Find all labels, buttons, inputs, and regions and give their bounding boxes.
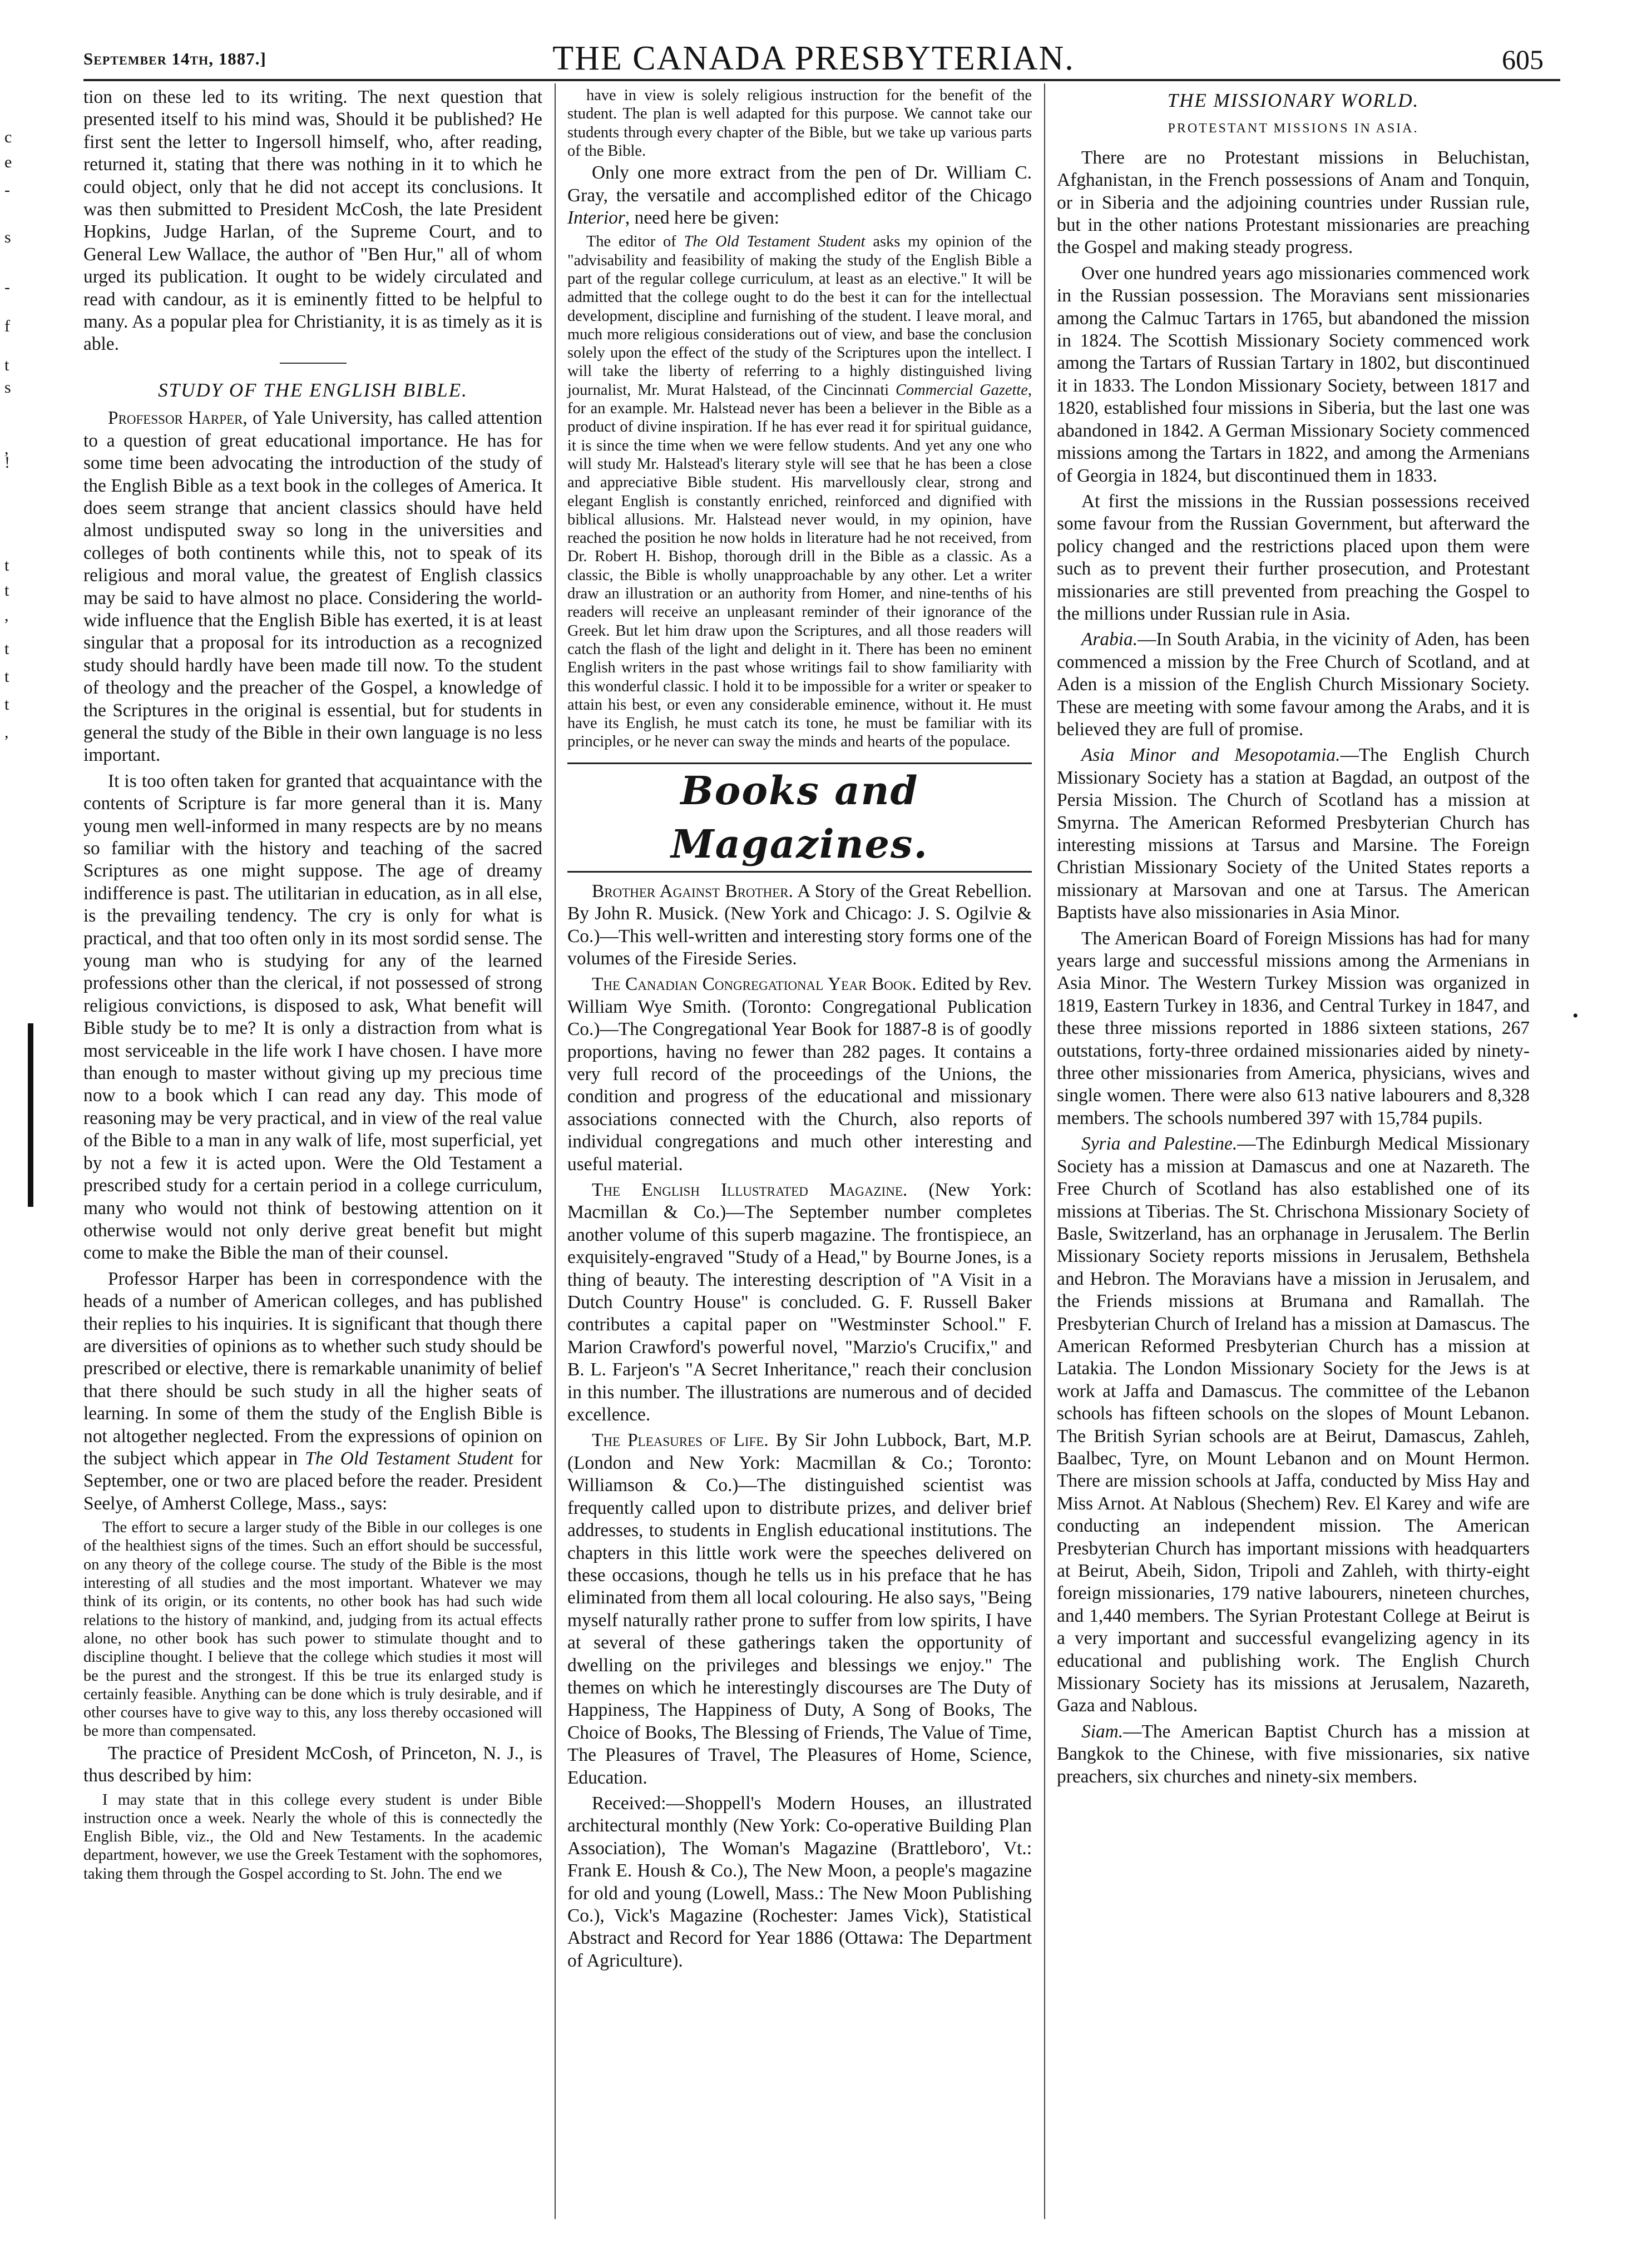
- book-review: The Pleasures of Life. By Sir John Lubbock, Bart, M.P. (London and New York: Macmillan & Co.; Toronto: Williamson & Co.)—The distinguished scientist was frequently called upon to distribute prizes, and deliver brief addresses, to students in English educational institutions. The chapters in this little work were the speeches delivered on these occasions, though he tells us in his preface that he has eliminated from them all local colouring. He also says, "Being myself naturally rather prone to suffer from low spirits, I have at several of these gatherings taken the opportunity of dwelling on the privileges and blessings we enjoy." The themes on which he interestingly discourses are The Duty of Happiness, The Happiness of Duty, A Song of Books, The Choice of Books, The Blessing of Friends, The Value of Time, The Pleasures of Travel, The Pleasures of Home, Science, Education.: [567, 1430, 1032, 1788]
- section-title-english-bible: STUDY OF THE ENGLISH BIBLE.: [158, 379, 468, 401]
- paragraph: The practice of President McCosh, of Princeton, N. J., is thus described by him:: [83, 1742, 542, 1786]
- books-and-magazines-heading: Books and Magazines.: [567, 762, 1032, 873]
- margin-mark: e: [4, 153, 12, 171]
- margin-mark: ,: [4, 439, 9, 458]
- margin-mark: t: [4, 640, 9, 658]
- section-title-missionary-world: THE MISSIONARY WORLD.: [1167, 90, 1420, 111]
- margin-bar: [28, 1023, 33, 1207]
- paragraph: Siam.—The American Baptist Church has a mission at Bangkok to the Chinese, with five missionaries, six native preachers, six churches and ninety-six members.: [1057, 1721, 1530, 1787]
- newspaper-title: THE CANADA PRESBYTERIAN.: [552, 39, 1075, 77]
- margin-mark: t: [4, 581, 9, 600]
- received-list: Received:—Shoppell's Modern Houses, an illustrated architectural monthly (New York: Co-operative Building Plan Association), The Woman's Magazine (Brattleboro', Vt.: Frank E. Housh & Co.), The New Moon, a people's magazine for old and young (Lowell, Mass.: The New Moon Publishing Co.), Vick's Magazine (Rochester: James Vick), Statistical Abstract and Record for Year 1886 (Ottawa: The Department of Agriculture).: [567, 1792, 1032, 1971]
- paragraph: Arabia.—In South Arabia, in the vicinity of Aden, has been commenced a mission by the Free Church of Scotland, and at Aden is a mission of the English Church Missionary Society. These are meeting with some favour among the Arabs, and it is believed they are full of promise.: [1057, 629, 1530, 740]
- margin-mark: ,: [4, 723, 9, 741]
- page-header: [0, 0, 1627, 83]
- header-rule: [83, 79, 1560, 81]
- margin-mark: f: [4, 317, 10, 335]
- column-3: [1057, 86, 1530, 1791]
- section-divider: [280, 363, 347, 364]
- paragraph: At first the missions in the Russian possessions received some favour from the Russian Government, but afterward the policy changed and the restrictions placed upon them were such as to prevent their further prosecution, and Protestant missionaries are still prevented from preaching the Gospel to the millions under Russian rule in Asia.: [1057, 491, 1530, 624]
- quote-text: The effort to secure a larger study of the Bible in our colleges is one of the healthiest signs of the times. Such an effort should be successful, on any theory of the college course. The study of the Bible is the most interesting of all studies and the most important. Whatever we may think of its origin, or its contents, no other book has had such wide relations to the history of mankind, and, judging from its actual effects alone, no other book has such power to stimulate thought and to discipline thought. I believe that the college which studies it most will be the purest and the strongest. If this be true its enlarged study is certainly feasible. Anything can be done which is truly desirable, and if other courses have to give way to this, any loss thereby occasioned will be more than compensated.: [83, 1519, 542, 1740]
- paragraph: Asia Minor and Mesopotamia.—The English Church Missionary Society has a station at Bagdad, an outpost of the Persia Mission. The Church of Scotland has a mission at Smyrna. The American Reformed Presbyterian Church has interesting missions at Tarsus and Marsine. The Foreign Christian Missionary Society of the United States reports a missionary at Marsovan and one at Tarsus. The American Baptists have also missionaries in Asia Minor.: [1057, 745, 1530, 923]
- book-review: The English Illustrated Magazine. (New York: Macmillan & Co.)—The September number completes another volume of this superb magazine. The frontispiece, an exquisitely-engraved "Study of a Head," by Bourne Jones, is a thing of beauty. The interesting description of "A Visit in a Dutch Country House" is concluded. G. F. Russell Baker contributes a capital paper on "Westminster School." F. Marion Crawford's powerful novel, "Marzio's Crucifix," and B. L. Farjeon's "A Secret Inheritance," reach their conclusion in this number. The illustrations are numerous and of decided excellence.: [567, 1180, 1032, 1425]
- margin-mark: t: [4, 667, 9, 686]
- paragraph: There are no Protestant missions in Beluchistan, Afghanistan, in the French possessions of Anam and Tonquin, or in Siberia and the adjoining countries under Russian rule, but in the other nations Protestant missionaries are preaching the Gospel and making steady progress.: [1057, 147, 1530, 258]
- column-2: [567, 86, 1032, 1975]
- margin-mark: s: [4, 378, 11, 397]
- book-review: Brother Against Brother. A Story of the Great Rebellion. By John R. Musick. (New York and Chicago: J. S. Ogilvie & Co.)—This well-written and interesting story forms one of the volumes of the Fireside Series.: [567, 880, 1032, 969]
- paragraph: Over one hundred years ago missionaries commenced work in the Russian possession. The Moravians sent missionaries among the Calmuc Tartars in 1765, but abandoned the mission in 1824. The Scottish Missionary Society commenced work among the Tartars of Russian Tartary in 1802, but discontinued it in 1833. The London Missionary Society, between 1817 and 1820, established four missions in Siberia, but the last one was abandoned in 1842. A German Missionary Society commenced missions among the Tartars in 1822, and among the Armenians of Georgia in 1824, but discontinued them in 1833.: [1057, 263, 1530, 486]
- block-quote: [567, 86, 1032, 160]
- block-quote: [83, 1518, 542, 1741]
- book-review: The Canadian Congregational Year Book. Edited by Rev. William Wye Smith. (Toronto: Congregational Publication Co.)—The Congregational Year Book for 1887-8 is of goodly proportions, having no fewer than 282 pages. It contains a very full record of the proceedings of the Unions, the condition and progress of the educational and missionary associations connected with the Church, also reports of individual congregations and much other interesting and useful material.: [567, 974, 1032, 1175]
- paragraph: tion on these led to its writing. The next question that presented itself to his mind was, Should it be published? He first sent the letter to Ingersoll himself, who, after reading, returned it, stating that there was nothing in it to which he could object, only that he did not accept its conclusions. It was then submitted to President McCosh, the late President Hopkins, Judge Harlan, of the Supreme Court, and to General Lew Wallace, the author of "Ben Hur," all of whom urged its publication. It ought to be widely circulated and read with candour, as it is eminently fitted to be helpful to many. As a popular plea for Christianity, it is as timely as it is able.: [83, 87, 542, 355]
- page-number: 605: [1502, 44, 1544, 75]
- block-quote: [567, 232, 1032, 751]
- quote-text: I may state that in this college every student is under Bible instruction once a week. Nearly the whole of this is connectedly the English Bible, viz., the Old and New Testaments. In the academic department, however, we use the Greek Testament with the sophomores, taking them through the Gospel according to St. John. The end we: [83, 1791, 542, 1883]
- column-rule-2: [1044, 83, 1045, 2219]
- quote-text: The editor of The Old Testament Student asks my opinion of the "advisability and feasibility of making the study of the English Bible a part of the regular college curriculum, at least as an elective." It will be admitted that the college ought to do the best it can for the intellectual development, discipline and furnishing of the student. I leave moral, and much more religious considerations out of view, and base the conclusion solely upon the effect of the study of the Scriptures upon the intellect. I will take the liberty of referring to a highly distinguished living journalist, Mr. Murat Halstead, of the Cincinnati Commercial Gazette, for an example. Mr. Halstead never has been a believer in the Bible as a product of divine inspiration. If he has ever read it for spiritual guidance, it is since the time when we were fellow students. And yet any one who will study Mr. Halstead's literary style will see that he has been a close and appreciative Bible student. His marvellously clear, strong and elegant English is constantly enriched, reinforced and dignified with biblical allusions. Mr. Halstead never would, in my opinion, have reached the position he now holds in literature had he not received, from Dr. Robert H. Bishop, thorough drill in the Bible as a classic. As a classic, the Bible is wholly unapproachable by any other. Let a writer draw an illustration or an authority from Homer, and nine-tenths of his readers will receive an unpleasant reminder of their ignorance of the Greek. But let him draw upon the Scriptures, and all those readers will catch the flash of the light and delight in it. There has been no eminent English writers in the past whose writings fail to show familiarity with this wonderful classic. I hold it to be impossible for a writer or speaker to attain his best, or even any considerable eminence, without it. He must have its English, he must catch its tone, he must be familiar with its principles, or he never can sway the minds and hearts of the populace.: [567, 233, 1032, 751]
- margin-mark: s: [4, 228, 11, 246]
- margin-mark: !: [4, 453, 10, 472]
- paragraph: It is too often taken for granted that acquaintance with the contents of Scripture is far more general than it is. Many young men well-informed in many respects are by no means so familiar with the history and teaching of the sacred Scriptures as one might suppose. The age of dreamy indifference is past. The utilitarian in education, as in all else, is the prevailing tendency. The cry is only for what is practical, and that too often only in its most sordid sense. The young man who is studying for any of the learned professions other than the clerical, if not possessed of strong religious convictions, is disposed to ask, What benefit will Bible study be to me? It is only a distraction from what is most serviceable in the life work I have chosen. I have more than enough to master without giving up my precious time now to a book which I can read any day. This mode of reasoning may be very practical, and in view of the real value of the Bible to a man in any walk of life, most superficial, yet by not a few it is acted upon. Were the Old Testament a prescribed study for a certain period in a college curriculum, many who would not think of bestowing attention on it otherwise would not only derive great benefit but might come to make the Bible the man of their counsel.: [83, 770, 542, 1264]
- paragraph: Professor Harper has been in correspondence with the heads of a number of American colleges, and has published their replies to his inquiries. It is significant that though there are diversities of opinions as to whether such study should be prescribed or elective, there is remarkable unanimity of belief that there should be such study in all the higher seats of learning. In some of them the study of the English Bible is not altogether neglected. From the expressions of opinion on the subject which appear in The Old Testament Student for September, one or two are placed before the reader. President Seelye, of Amherst College, Mass., says:: [83, 1268, 543, 1514]
- column-1: [83, 86, 542, 1885]
- paragraph: Syria and Palestine.—The Edinburgh Medical Missionary Society has a mission at Damascus and one at Nazareth. The Free Church of Scotland has also established one of its missions at Tiberias. The St. Chrischona Missionary Society of Basle, Switzerland, has an orphanage in Jerusalem. The Berlin Missionary Society reports missions in Jerusalem, Bethshela and Hebron. The Moravians have a mission in Jerusalem, and the Friends missions at Brumana and Ramallah. The Presbyterian Church of Ireland has a mission at Damascus. The American Reformed Presbyterian Church has a mission at Latakia. The London Missionary Society for the Jews is at work at Jaffa and Damascus. The committee of the Lebanon schools has fifteen schools on the slopes of Mount Lebanon. The British Syrian schools are at Beirut, Damascus, Zahleh, Baalbec, Tyre, on Mount Lebanon and on Mount Hermon. There are mission schools at Jaffa, conducted by Miss Hay and Miss Arnot. At Nablous (Shechem) Rev. El Karey and wife are conducting an independent mission. The American Presbyterian Church has important missions with headquarters at Beirut, Abeih, Sidon, Tripoli and Zahleh, with thirty-eight foreign missionaries, 179 native labourers, nineteen churches, and 1,440 members. The Syrian Protestant College at Beirut is a very important and successful evangelizing agency in its educational and publishing work. The English Church Missionary Society has its missions at Jerusalem, Nazareth, Gaza and Nablous.: [1057, 1133, 1530, 1716]
- paragraph: The American Board of Foreign Missions has had for many years large and successful missions among the Armenians in Asia Minor. The Western Turkey Mission was organized in 1819, Eastern Turkey in 1836, and Central Turkey in 1847, and these three missions reported in 1886 sixteen stations, 267 outstations, forty-three ordained missionaries aided by ninety-three other missionaries from America, physicians, wives and single women. There were also 613 native labourers and 8,328 members. The schools numbered 397 with 15,784 pupils.: [1057, 928, 1530, 1128]
- margin-mark: c: [4, 128, 12, 146]
- subsection-title: PROTESTANT MISSIONS IN ASIA.: [1168, 121, 1419, 136]
- column-rule-1: [555, 83, 556, 2219]
- margin-mark: t: [4, 356, 9, 374]
- margin-mark: -: [4, 278, 10, 296]
- margin-mark: t: [4, 556, 9, 575]
- margin-mark: ,: [4, 606, 9, 625]
- right-margin-dot: •: [1572, 1007, 1579, 1025]
- margin-mark: t: [4, 695, 9, 714]
- block-quote: [83, 1791, 542, 1883]
- paragraph: Only one more extract from the pen of Dr. William C. Gray, the versatile and accomplished editor of the Chicago Interior, need here be given:: [567, 162, 1032, 228]
- lead-name: Professor Harper,: [108, 408, 248, 429]
- margin-mark: -: [4, 181, 10, 199]
- quote-text: have in view is solely religious instruction for the benefit of the student. The plan is well adapted for this purpose. We cannot take our students through every chapter of the Bible, but we take up various parts of the Bible.: [567, 87, 1032, 160]
- paragraph: Professor Harper, of Yale University, has called attention to a question of great educational importance. He has for some time been advocating the introduction of the study of the English Bible as a text book in the colleges of America. It does seem strange that ancient classics should have held almost undisputed sway so long in the universities and colleges of both continents while this, not to speak of its religious and moral value, the greatest of English classics may be said to have almost no place. Considering the world-wide influence that the English Bible has exerted, it is at least singular that a proposal for its introduction as a recognized study should hardly have been made till now. To the student of theology and the preacher of the Gospel, a knowledge of the Scriptures in the original is essential, but for students in general the study of the Bible in their own language is no less important.: [83, 408, 542, 766]
- header-date: September 14th, 1887.]: [83, 49, 266, 68]
